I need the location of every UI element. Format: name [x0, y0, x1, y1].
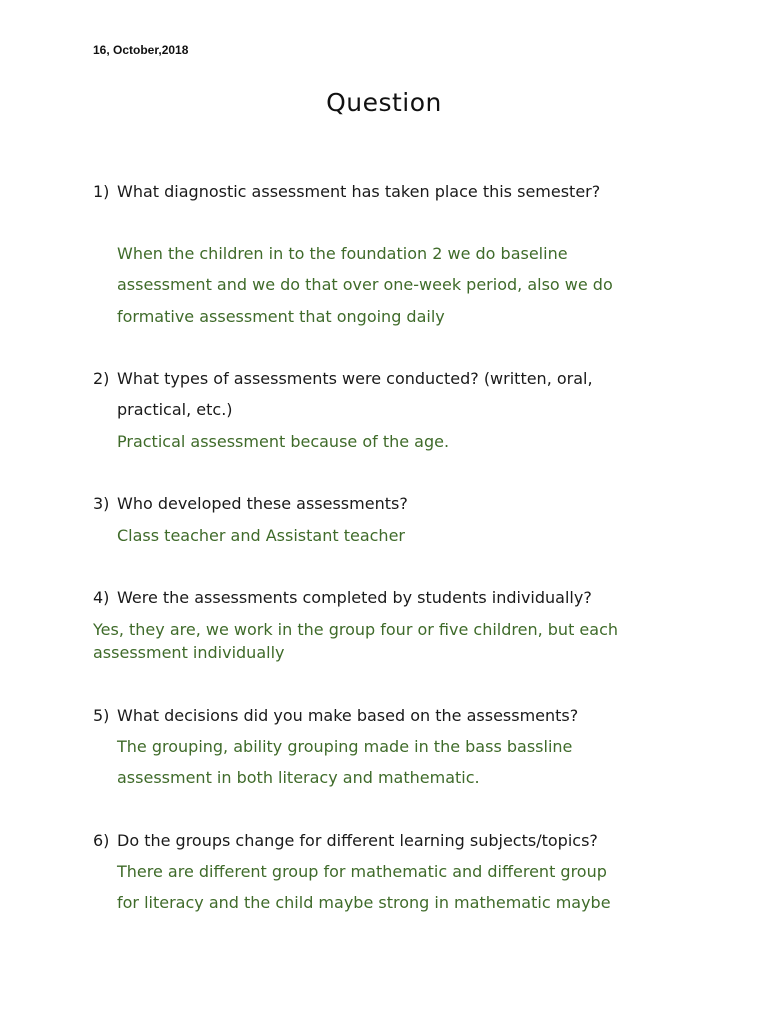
question-text: What diagnostic assessment has taken place this semester? [117, 182, 601, 201]
answer-line: There are different group for mathematic and different group [117, 862, 607, 881]
answer-line: formative assessment that ongoing daily [117, 307, 445, 326]
question-text: Do the groups change for different learning subjects/topics? [117, 831, 598, 850]
page-title: Question [326, 88, 442, 117]
answer-line: When the children in to the foundation 2 we do baseline [117, 244, 568, 263]
answer-line: assessment in both literacy and mathematic. [117, 768, 480, 787]
answer-line: Class teacher and Assistant teacher [117, 526, 405, 545]
question-text: Were the assessments completed by students individually? [117, 588, 592, 607]
question-number: 3) [93, 494, 110, 513]
question-text: Who developed these assessments? [117, 494, 408, 513]
question-number: 6) [93, 831, 110, 850]
question-number: 4) [93, 588, 110, 607]
answer-line: Yes, they are, we work in the group four or five children, but each [93, 620, 619, 639]
question-number: 2) [93, 369, 110, 388]
document-date: 16, October,2018 [93, 43, 189, 57]
question-text: What decisions did you make based on the assessments? [117, 706, 579, 725]
answer-line: assessment individually [93, 643, 285, 662]
answer-line: Practical assessment because of the age. [117, 432, 450, 451]
answer-line: for literacy and the child maybe strong in mathematic maybe [117, 893, 611, 912]
answer-line: The grouping, ability grouping made in the bass bassline [117, 737, 573, 756]
question-number: 5) [93, 706, 110, 725]
question-text: What types of assessments were conducted? (written, oral, [117, 369, 593, 388]
answer-line: assessment and we do that over one-week period, also we do [117, 275, 613, 294]
question-number: 1) [93, 182, 110, 201]
question-text-continued: practical, etc.) [117, 400, 233, 419]
